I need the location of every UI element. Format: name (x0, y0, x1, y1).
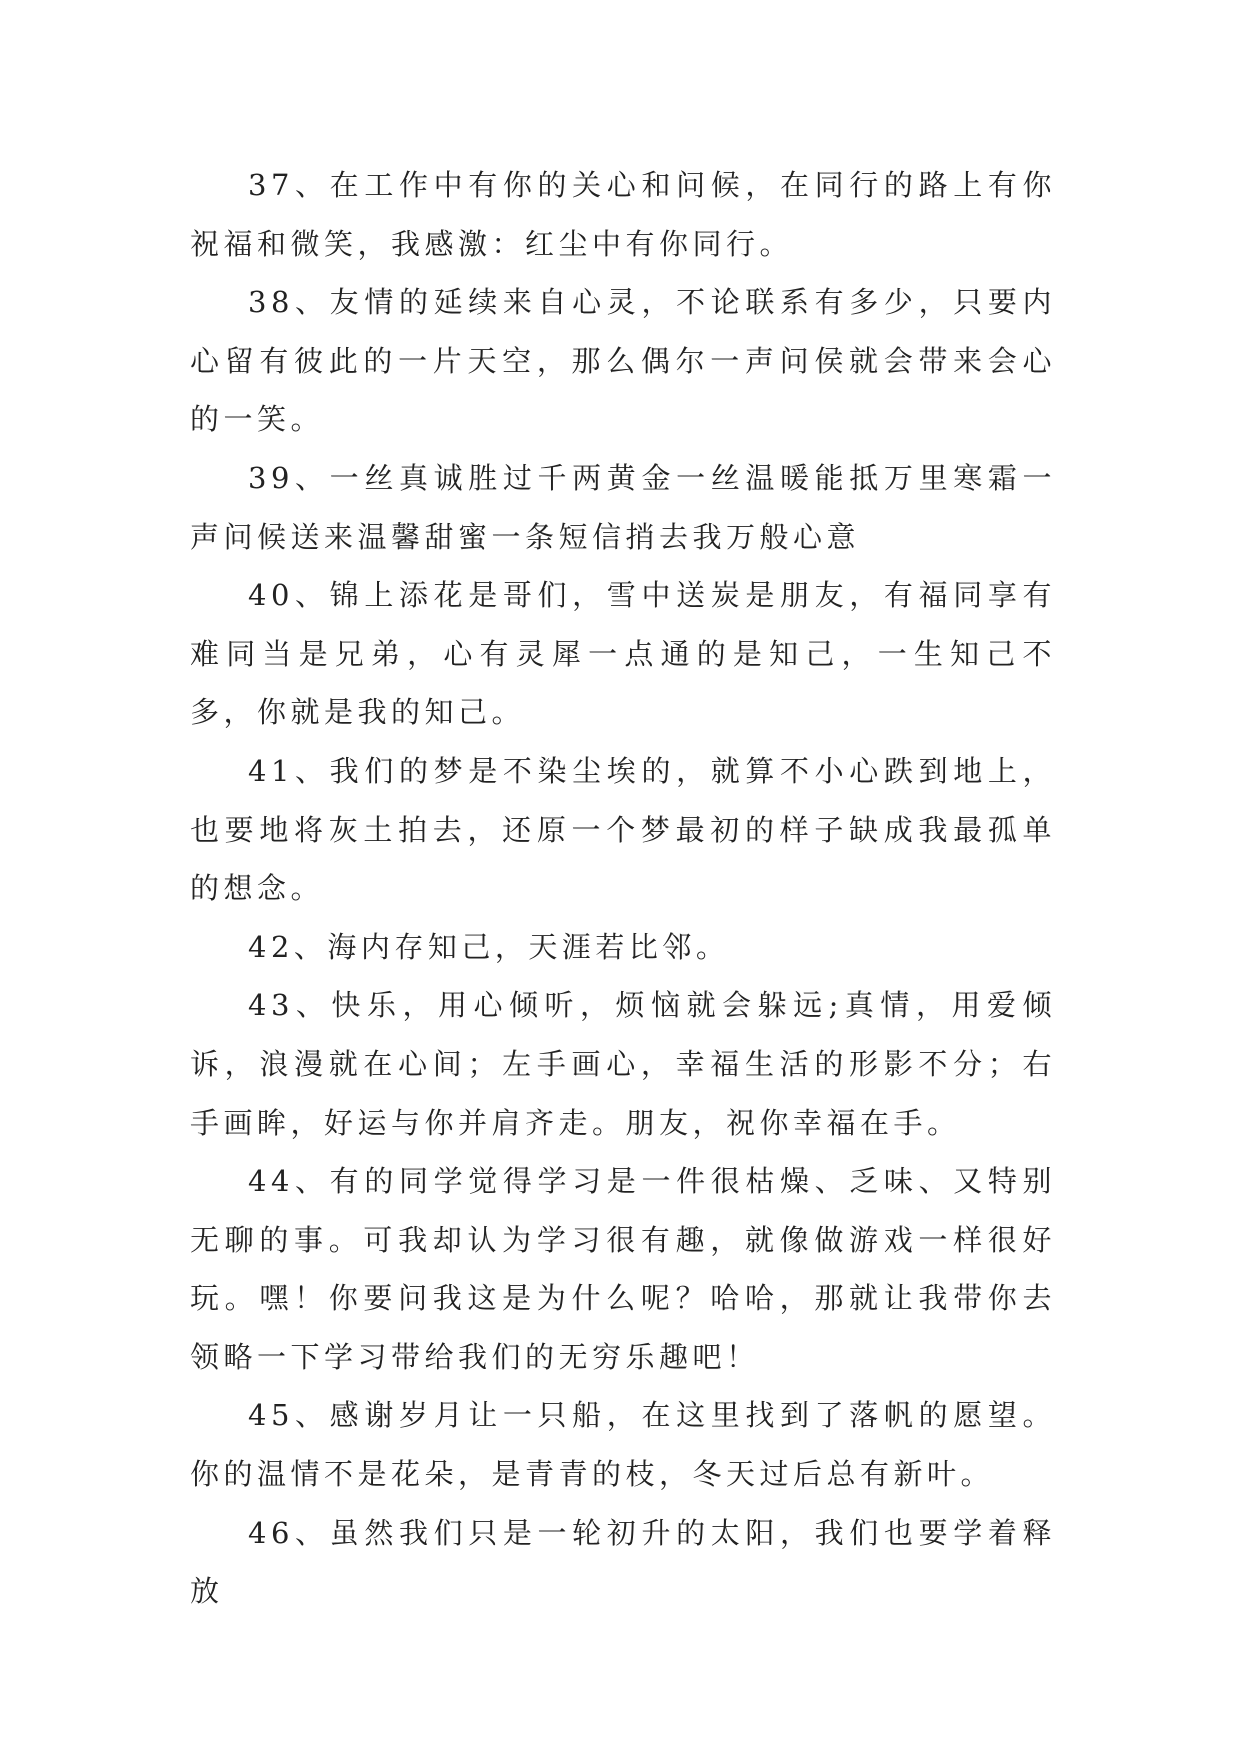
paragraph-45: 45、感谢岁月让一只船，在这里找到了落帆的愿望。你的温情不是花朵，是青青的枝，冬天过后总有新叶。 (190, 1398, 1056, 1492)
paragraph-46: 46、虽然我们只是一轮初升的太阳，我们也要学着释放 (190, 1515, 1056, 1609)
paragraph-42: 42、海内存知己，天涯若比邻。 (248, 929, 730, 964)
paragraph-43: 43、快乐，用心倾听，烦恼就会躲远;真情，用爱倾诉，浪漫就在心间；左手画心，幸福生活的形影不分；右手画眸，好运与你并肩齐走。朋友，祝你幸福在手。 (190, 988, 1056, 1140)
paragraph-37: 37、在工作中有你的关心和问候，在同行的路上有你祝福和微笑，我感激：红尘中有你同行。 (190, 168, 1056, 261)
paragraph-40: 40、锦上添花是哥们，雪中送炭是朋友，有福同享有难同当是兄弟，心有灵犀一点通的是知己，一生知己不多，你就是我的知己。 (190, 578, 1056, 730)
paragraph-38: 38、友情的延续来自心灵，不论联系有多少，只要内心留有彼此的一片天空，那么偶尔一声问侯就会带来会心的一笑。 (190, 285, 1056, 437)
paragraph-44: 44、有的同学觉得学习是一件很枯燥、乏味、又特别无聊的事。可我却认为学习很有趣，就像做游戏一样很好玩。嘿！你要问我这是为什么呢？哈哈，那就让我带你去领略一下学习带给我们的无穷乐趣吧！ (190, 1164, 1056, 1374)
document-body (190, 156, 1056, 1621)
paragraph-39: 39、一丝真诚胜过千两黄金一丝温暖能抵万里寒霜一声问候送来温馨甜蜜一条短信捎去我万般心意 (190, 460, 1056, 554)
paragraph-41: 41、我们的梦是不染尘埃的，就算不小心跌到地上，也要地将灰土拍去，还原一个梦最初的样子缺成我最孤单的想念。 (190, 753, 1056, 906)
